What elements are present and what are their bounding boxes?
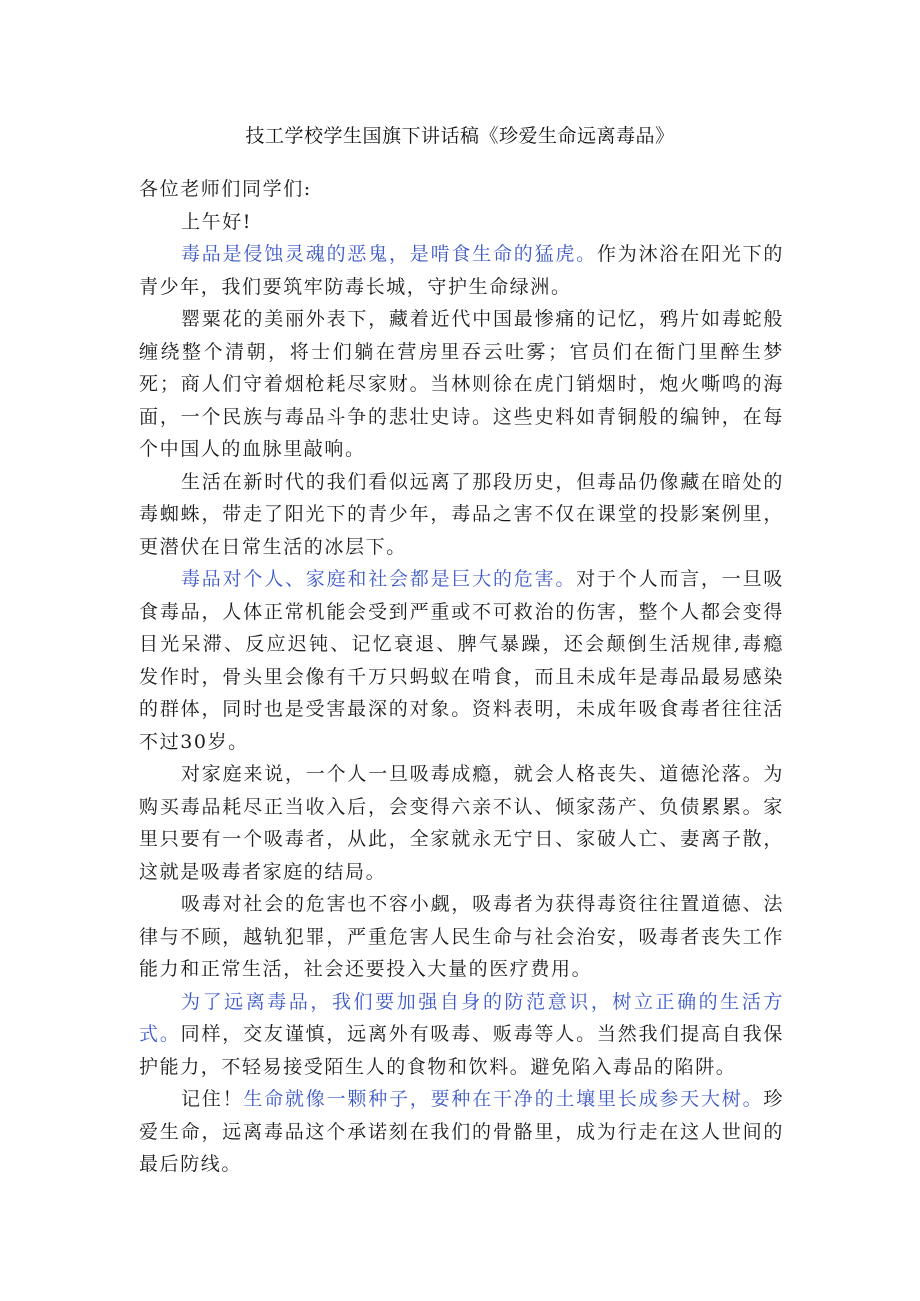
paragraph-text: 对于个人而言，一旦吸食毒品，人体正常机能会受到严重或不可救治的伤害，整个人都会变得目光呆滞、反应迟钝、记忆衰退、脾气暴躁，还会颠倒生活规律,毒瘾发作时，骨头里会像有千万只蚂蚁在啃食，而且未成年是毒品最易感染的群体，同时也是受害最深的对象。资料表明，未成年吸食毒者往往活不过30岁。 [139, 568, 784, 753]
paragraph-6 [139, 888, 784, 986]
paragraph-lead: 记住！ [181, 1088, 244, 1110]
highlighted-sentence: 为了远离毒品，我们要加强自身的防范意识，树立正确的生活方式。 [139, 990, 784, 1045]
paragraph-2 [139, 303, 784, 466]
greeting: 上午好! [181, 210, 253, 233]
highlighted-sentence: 生命就像一颗种子，要种在干净的土壤里长成参天大树。 [243, 1088, 764, 1110]
paragraph-5 [139, 758, 784, 888]
paragraph-7 [139, 986, 784, 1084]
paragraph-text: 对家庭来说，一个人一旦吸毒成瘾，就会人格丧失、道德沦落。为购买毒品耗尽正当收入后，会变得六亲不认、倾家荡产、负债累累。家里只要有一个吸毒者，从此，全家就永无宁日、家破人亡、妻离子散，这就是吸毒者家庭的结局。 [139, 763, 784, 883]
paragraph-1 [139, 238, 784, 303]
highlighted-sentence: 毒品对个人、家庭和社会都是巨大的危害。 [181, 568, 577, 590]
paragraph-3 [139, 466, 784, 564]
document-body [139, 173, 784, 1181]
document-title: 技工学校学生国旗下讲话稿《珍爱生命远离毒品》 [245, 125, 675, 147]
paragraph-text: 罂粟花的美丽外表下，藏着近代中国最惨痛的记忆，鸦片如毒蛇般缠绕整个清朝，将士们躺在营房里吞云吐雾；官员们在衙门里醉生梦死；商人们守着烟枪耗尽家财。当林则徐在虎门销烟时，炮火嘶鸣的海面，一个民族与毒品斗争的悲壮史诗。这些史料如青铜般的编钟，在每个中国人的血脉里敲响。 [139, 308, 784, 460]
paragraph-text: 同样，交友谨慎，远离外有吸毒、贩毒等人。当然我们提高自我保护能力，不轻易接受陌生人的食物和饮料。避免陷入毒品的陷阱。 [139, 1023, 785, 1078]
paragraph-4 [139, 563, 784, 758]
paragraph-text: 珍爱生命，远离毒品这个承诺刻在我们的骨骼里，成为行走在这人世间的最后防线。 [139, 1088, 784, 1175]
highlighted-sentence: 毒品是侵蚀灵魂的恶鬼，是啃食生命的猛虎。 [181, 243, 597, 265]
salutation: 各位老师们同学们: [139, 178, 312, 200]
paragraph-text: 吸毒对社会的危害也不容小觑，吸毒者为获得毒资往往置道德、法律与不顾，越轨犯罪，严重危害人民生命与社会治安，吸毒者丧失工作能力和正常生活，社会还要投入大量的医疗费用。 [139, 893, 784, 980]
paragraph-8 [139, 1083, 784, 1181]
paragraph-text: 生活在新时代的我们看似远离了那段历史，但毒品仍像藏在暗处的毒蜘蛛，带走了阳光下的青少年，毒品之害不仅在课堂的投影案例里，更潜伏在日常生活的冰层下。 [139, 470, 784, 558]
paragraph-text: 作为沐浴在阳光下的青少年，我们要筑牢防毒长城，守护生命绿洲。 [139, 243, 784, 298]
